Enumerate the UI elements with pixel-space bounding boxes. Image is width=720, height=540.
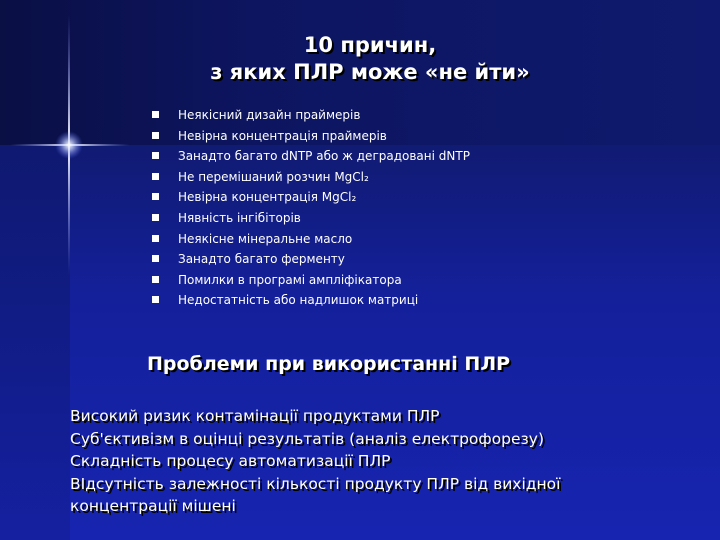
- list-item: [152, 190, 470, 211]
- problems-list: [70, 405, 690, 518]
- list-item-text: Занадто багато dNTP або ж деградовані dNTP: [178, 149, 470, 164]
- list-item: [152, 149, 470, 170]
- square-bullet-icon: [152, 173, 159, 180]
- list-item: [152, 170, 470, 191]
- square-bullet-icon: [152, 276, 159, 283]
- list-item-text: Неякісний дизайн праймерів: [178, 108, 361, 122]
- list-item-text: Недостатність або надлишок матриці: [178, 293, 419, 308]
- list-item-text: Нявність інгібіторів: [178, 210, 301, 225]
- list-item: [152, 108, 470, 129]
- square-bullet-icon: [152, 111, 159, 118]
- list-item-text: Невірна концентрація праймерів: [178, 128, 387, 143]
- slide-title: [0, 32, 720, 86]
- problem-line: Суб'єктивізм в оцінці результатів (аналіз електрофорезу): [70, 429, 544, 448]
- square-bullet-icon: [152, 235, 159, 242]
- problem-line: Високий ризик контамінації продуктами ПЛР: [70, 407, 440, 425]
- square-bullet-icon: [152, 193, 159, 200]
- square-bullet-icon: [152, 132, 159, 139]
- list-item: [152, 232, 470, 253]
- list-item: [152, 273, 470, 294]
- section-subtitle: Проблеми при використанні ПЛР: [147, 353, 511, 375]
- square-bullet-icon: [152, 152, 159, 159]
- square-bullet-icon: [152, 296, 159, 303]
- list-item: [152, 129, 470, 150]
- problem-line: ВІдсутність залежності кількості продукту ПЛР від вихідної: [70, 474, 561, 493]
- square-bullet-icon: [152, 255, 159, 262]
- problem-line: Складність процесу автоматизації ПЛР: [70, 452, 391, 470]
- list-item-text: Невірна концентрація MgCl₂: [178, 190, 357, 205]
- slide-title-line-2: з яких ПЛР може «не йти»: [210, 60, 530, 84]
- list-item-text: Помилки в програмі ампліфікатора: [178, 272, 402, 287]
- list-item: [152, 293, 470, 314]
- list-item-text: Неякісне мінеральне масло: [178, 231, 353, 246]
- problem-line: концентрації мішені: [70, 497, 236, 515]
- list-item: [152, 252, 470, 273]
- slide-title-line-1: 10 причин,: [303, 33, 437, 57]
- list-item: [152, 211, 470, 232]
- list-item-text: Занадто багато ферменту: [178, 252, 345, 267]
- causes-list: [152, 108, 470, 314]
- list-item-text: Не перемішаний розчин MgCl₂: [178, 169, 369, 184]
- square-bullet-icon: [152, 214, 159, 221]
